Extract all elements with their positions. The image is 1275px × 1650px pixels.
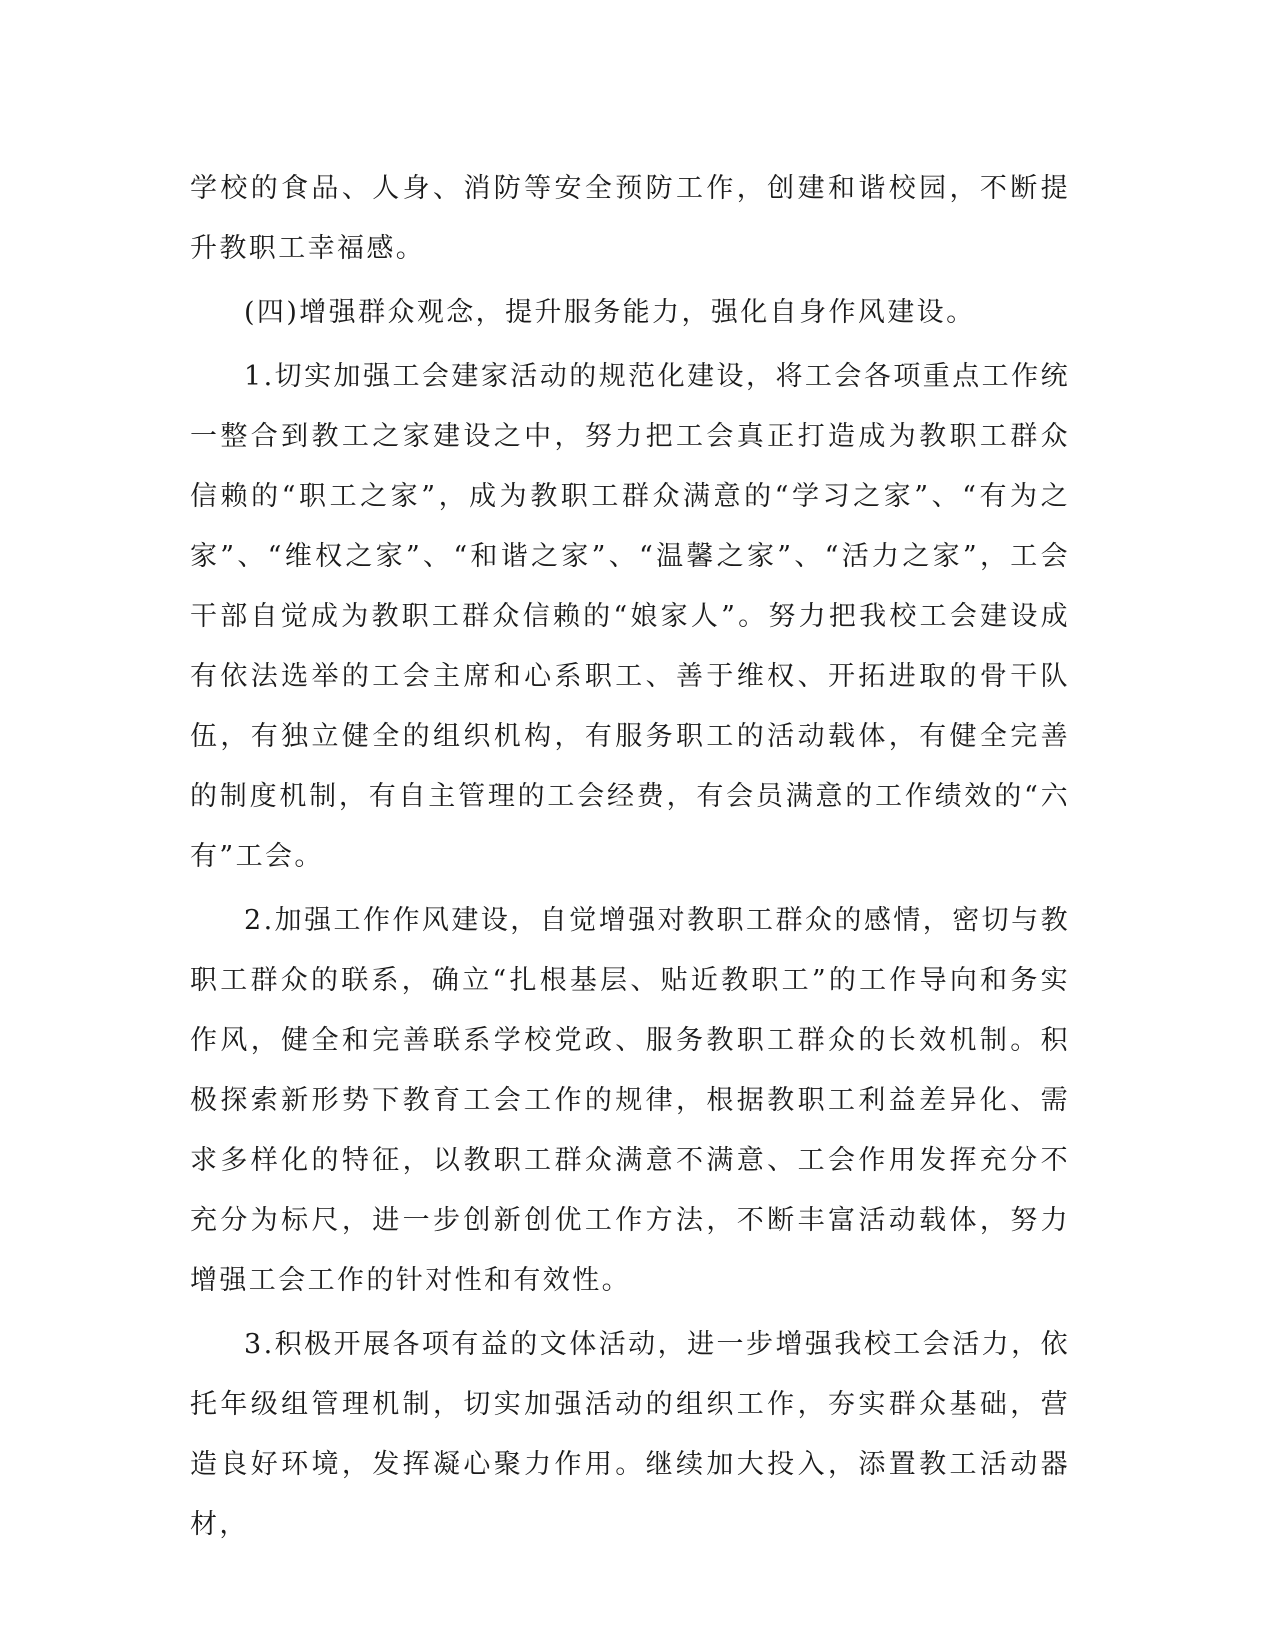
paragraph-item-3: 3.积极开展各项有益的文体活动，进一步增强我校工会活力，依托年级组管理机制，切实加强活动的组织工作，夯实群众基础，营造良好环境，发挥凝心聚力作用。继续加大投入，添置教工活动器材， (190, 1329, 1070, 1540)
paragraph-continued-safety: 学校的食品、人身、消防等安全预防工作，创建和谐校园，不断提升教职工幸福感。 (190, 173, 1070, 264)
document-body (190, 159, 1070, 1555)
paragraph-item-1: 1.切实加强工会建家活动的规范化建设，将工会各项重点工作统一整合到教工之家建设之中，努力把工会真正打造成为教职工群众信赖的“职工之家”，成为教职工群众满意的“学习之家”、“有为之家”、“维权之家”、“和谐之家”、“温馨之家”、“活力之家”，工会干部自觉成为教职工群众信赖的“娘家人”。努力把我校工会建设成有依法选举的工会主席和心系职工、善于维权、开拓进取的骨干队伍，有独立健全的组织机构，有服务职工的活动载体，有健全完善的制度机制，有自主管理的工会经费，有会员满意的工作绩效的“六有”工会。 (190, 361, 1070, 872)
paragraph-item-2: 2.加强工作作风建设，自觉增强对教职工群众的感情，密切与教职工群众的联系，确立“扎根基层、贴近教职工”的工作导向和务实作风，健全和完善联系学校党政、服务教职工群众的长效机制。积极探索新形势下教育工会工作的规律，根据教职工利益差异化、需求多样化的特征，以教职工群众满意不满意、工会作用发挥充分不充分为标尺，进一步创新创优工作方法，不断丰富活动载体，努力增强工会工作的针对性和有效性。 (190, 905, 1070, 1296)
section-heading-4: (四)增强群众观念，提升服务能力，强化自身作风建设。 (244, 297, 976, 328)
